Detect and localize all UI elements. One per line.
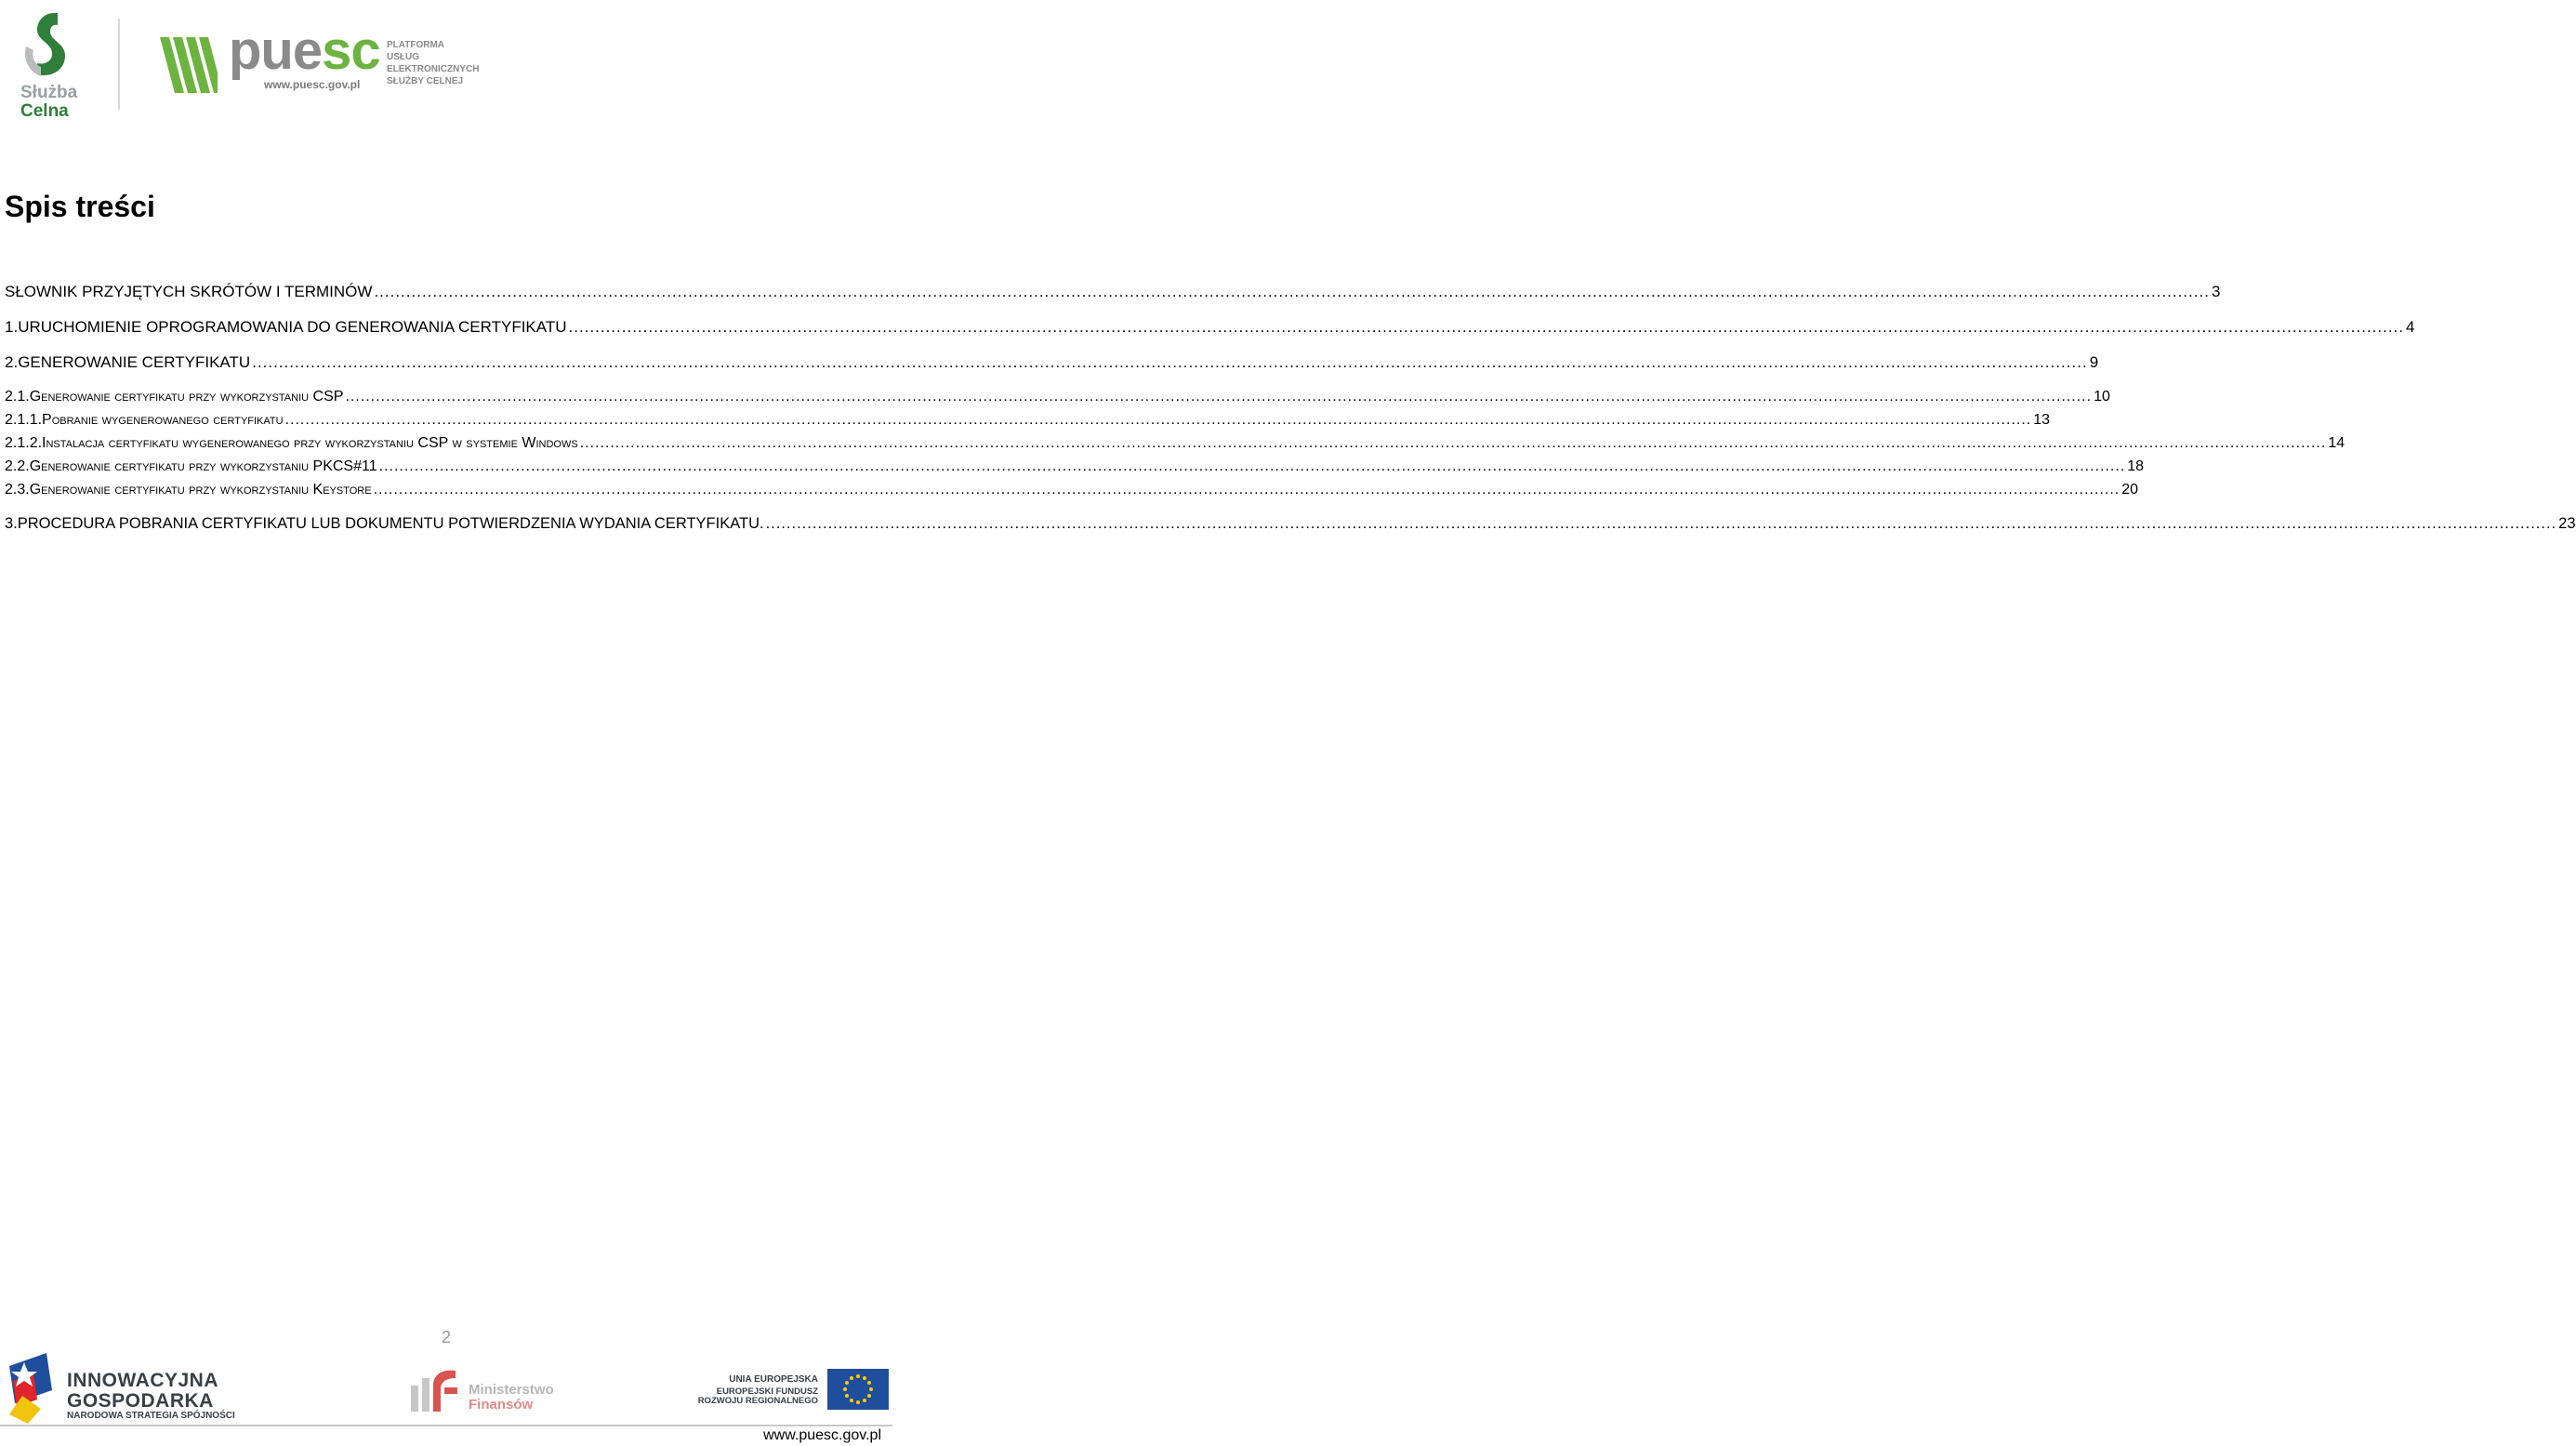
eu-fund-logo	[697, 1367, 889, 1413]
toc-entry-number: 1.	[5, 318, 19, 336]
toc-entry[interactable]	[5, 435, 2345, 452]
toc-entry-number: 2.1.	[5, 389, 30, 405]
toc-entry-label: SŁOWNIK PRZYJĘTYCH SKRÓTÓW I TERMINÓW	[5, 283, 373, 300]
footer-url: www.puesc.gov.pl	[763, 1427, 881, 1443]
innowacyjna-gospodarka-star-icon	[6, 1353, 56, 1426]
toc-entry-page: 13	[2033, 412, 2051, 428]
toc-entry-page: 18	[2127, 458, 2145, 474]
toc-entry-label: PROCEDURA POBRANIA CERTYFIKATU LUB DOKUMENTU POTWIERDZENIA WYDANIA CERTYFIKATU.	[17, 515, 764, 532]
puesc-logo	[160, 20, 480, 102]
toc-entry-page: 4	[2406, 318, 2415, 336]
puesc-wordmark	[229, 20, 380, 81]
ministerstwo-finansow-logo	[409, 1367, 567, 1415]
ig-logo-line2: GOSPODARKA	[67, 1390, 214, 1412]
puesc-wordmark-gray: pue	[229, 20, 323, 81]
toc-leader-dots	[285, 412, 2032, 429]
toc-entry[interactable]	[5, 515, 2576, 533]
toc-entry[interactable]	[5, 353, 2099, 372]
toc-entry-label: Instalacja certyfikatu wygenerowanego przy wykorzystaniu CSP w systemie Windows	[42, 435, 578, 451]
sluzba-celna-logo	[17, 9, 91, 121]
puesc-tagline-line: SŁUŻBY CELNEJ	[387, 76, 464, 86]
sluzba-logo-line1: Służba	[20, 83, 78, 102]
puesc-stripes-icon	[160, 32, 218, 99]
header-divider	[118, 19, 120, 110]
toc-entry-label: Generowanie certyfikatu przy wykorzystaniu CSP	[29, 389, 344, 405]
ig-logo-line3: NARODOWA STRATEGIA SPÓJNOŚCI	[67, 1411, 235, 1421]
mf-logo-line1: Ministerstwo	[469, 1382, 554, 1398]
sluzba-celna-mark-icon	[17, 9, 91, 93]
toc-entry[interactable]	[5, 318, 2415, 337]
eu-flag-icon	[827, 1369, 889, 1410]
toc-entry-label: Pobranie wygenerowanego certyfikatu	[42, 412, 284, 428]
toc-leader-dots	[766, 515, 2557, 533]
toc-entry-number: 2.1.1.	[5, 412, 43, 428]
sluzba-logo-line2: Celna	[20, 101, 69, 121]
toc-entry-page: 23	[2558, 515, 2576, 532]
toc-entry-label: Generowanie certyfikatu przy wykorzystaniu PKCS#11	[29, 458, 377, 474]
toc-entry-number: 2.2.	[5, 458, 30, 474]
ministerstwo-finansow-mark-icon	[409, 1367, 463, 1413]
toc-entry-number: 2.3.	[5, 482, 30, 497]
toc-title: Spis treści	[5, 190, 155, 223]
puesc-tagline	[387, 39, 479, 87]
eu-logo-line2: EUROPEJSKI FUNDUSZ	[716, 1386, 818, 1397]
toc-entry[interactable]	[5, 458, 2145, 475]
puesc-logo-url: www.puesc.gov.pl	[264, 78, 361, 91]
toc-entry-page: 10	[2094, 389, 2110, 405]
innowacyjna-gospodarka-logo	[6, 1353, 238, 1427]
toc-leader-dots	[374, 482, 2120, 498]
toc-leader-dots	[252, 353, 2088, 372]
toc-entry-number: 2.	[5, 353, 19, 371]
puesc-tagline-line: PLATFORMA	[387, 40, 445, 50]
toc-leader-dots	[345, 389, 2092, 405]
toc-entry-page: 20	[2121, 482, 2139, 497]
toc-entry-label: Generowanie certyfikatu przy wykorzystaniu Keystore	[29, 482, 372, 497]
puesc-wordmark-green: sc	[322, 20, 380, 81]
page-number: 2	[441, 1328, 451, 1347]
toc-entry[interactable]	[5, 283, 2221, 301]
toc-entry-number: 3.	[5, 515, 18, 532]
footer-rule	[0, 1425, 892, 1426]
eu-logo-line3: ROZWOJU REGIONALNEGO	[697, 1396, 818, 1406]
ig-logo-line1: INNOWACYJNA	[67, 1370, 219, 1391]
toc-entry-label: GENEROWANIE CERTYFIKATU	[18, 353, 251, 371]
mf-logo-line2: Finansów	[469, 1397, 534, 1413]
toc-entry-page: 14	[2328, 435, 2345, 451]
toc-leader-dots	[379, 458, 2126, 475]
toc-entry[interactable]	[5, 412, 2051, 429]
toc-entry[interactable]	[5, 389, 2110, 405]
puesc-tagline-line: USŁUG	[387, 52, 419, 62]
toc-entry[interactable]	[5, 482, 2139, 498]
toc-entry-label: URUCHOMIENIE OPROGRAMOWANIA DO GENEROWANIA CERTYFIKATU	[18, 318, 567, 336]
puesc-tagline-line: ELEKTRONICZNYCH	[387, 64, 480, 74]
toc-leader-dots	[374, 283, 2210, 301]
toc-entry-page: 9	[2089, 353, 2099, 371]
toc-entry-page: 3	[2211, 283, 2221, 300]
toc-leader-dots	[580, 435, 2327, 452]
eu-logo-line1: UNIA EUROPEJSKA	[729, 1374, 818, 1385]
toc-leader-dots	[569, 318, 2405, 337]
toc-entry-number: 2.1.2.	[5, 435, 43, 451]
